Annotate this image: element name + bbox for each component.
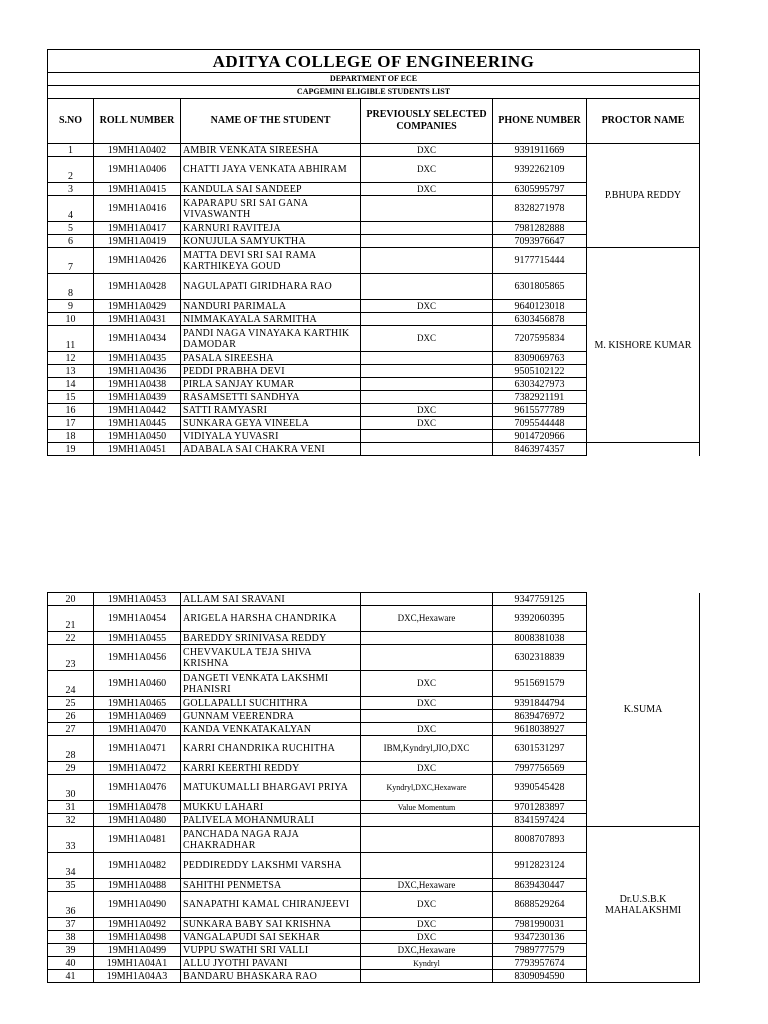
- cell-name: BANDARU BHASKARA RAO: [181, 970, 361, 983]
- cell-company: DXC: [361, 892, 493, 918]
- cell-phone: 8688529264: [493, 892, 587, 918]
- cell-sno: 34: [48, 853, 94, 879]
- cell-roll: 19MH1A0439: [94, 391, 181, 404]
- cell-name: VUPPU SWATHI SRI VALLI: [181, 944, 361, 957]
- cell-sno: 9: [48, 300, 94, 313]
- cell-sno: 28: [48, 736, 94, 762]
- cell-company: [361, 430, 493, 443]
- cell-company: DXC: [361, 157, 493, 183]
- cell-roll: 19MH1A0480: [94, 814, 181, 827]
- cell-company: [361, 222, 493, 235]
- cell-name: SUNKARA BABY SAI KRISHNA: [181, 918, 361, 931]
- cell-phone: 7093976647: [493, 235, 587, 248]
- cell-phone: 8463974357: [493, 443, 587, 456]
- table-row: [48, 593, 700, 606]
- col-sno: S.NO: [48, 99, 94, 144]
- college-title: ADITYA COLLEGE OF ENGINEERING: [48, 50, 700, 73]
- cell-company: DXC,Hexaware: [361, 879, 493, 892]
- cell-company: DXC: [361, 183, 493, 196]
- cell-roll: 19MH1A0453: [94, 593, 181, 606]
- cell-name: SATTI RAMYASRI: [181, 404, 361, 417]
- cell-roll: 19MH1A0470: [94, 723, 181, 736]
- cell-sno: 41: [48, 970, 94, 983]
- cell-sno: 37: [48, 918, 94, 931]
- cell-name: KARRI CHANDRIKA RUCHITHA: [181, 736, 361, 762]
- cell-roll: 19MH1A0426: [94, 248, 181, 274]
- cell-sno: 40: [48, 957, 94, 970]
- col-roll: ROLL NUMBER: [94, 99, 181, 144]
- cell-name: NAGULAPATI GIRIDHARA RAO: [181, 274, 361, 300]
- cell-roll: 19MH1A0498: [94, 931, 181, 944]
- cell-name: GOLLAPALLI SUCHITHRA: [181, 697, 361, 710]
- cell-company: [361, 365, 493, 378]
- cell-roll: 19MH1A0455: [94, 632, 181, 645]
- cell-name: KANDA VENKATAKALYAN: [181, 723, 361, 736]
- cell-sno: 10: [48, 313, 94, 326]
- cell-sno: 11: [48, 326, 94, 352]
- cell-roll: 19MH1A0451: [94, 443, 181, 456]
- cell-name: CHEVVAKULA TEJA SHIVA KRISHNA: [181, 645, 361, 671]
- cell-sno: 2: [48, 157, 94, 183]
- cell-company: IBM,Kyndryl,JIO,DXC: [361, 736, 493, 762]
- cell-sno: 32: [48, 814, 94, 827]
- cell-roll: 19MH1A0429: [94, 300, 181, 313]
- cell-phone: 9618038927: [493, 723, 587, 736]
- cell-sno: 27: [48, 723, 94, 736]
- cell-sno: 35: [48, 879, 94, 892]
- cell-company: [361, 313, 493, 326]
- cell-company: DXC: [361, 404, 493, 417]
- cell-company: DXC: [361, 697, 493, 710]
- cell-sno: 16: [48, 404, 94, 417]
- cell-roll: 19MH1A04A3: [94, 970, 181, 983]
- cell-phone: 7997756569: [493, 762, 587, 775]
- cell-phone: 6302318839: [493, 645, 587, 671]
- cell-roll: 19MH1A0436: [94, 365, 181, 378]
- cell-sno: 39: [48, 944, 94, 957]
- cell-roll: 19MH1A0492: [94, 918, 181, 931]
- cell-roll: 19MH1A0478: [94, 801, 181, 814]
- cell-company: [361, 235, 493, 248]
- cell-company: [361, 378, 493, 391]
- cell-company: DXC,Hexaware: [361, 606, 493, 632]
- cell-company: DXC: [361, 918, 493, 931]
- cell-sno: 22: [48, 632, 94, 645]
- cell-roll: 19MH1A0471: [94, 736, 181, 762]
- cell-name: MUKKU LAHARI: [181, 801, 361, 814]
- cell-sno: 6: [48, 235, 94, 248]
- cell-name: NANDURI PARIMALA: [181, 300, 361, 313]
- cell-phone: 9701283897: [493, 801, 587, 814]
- cell-name: BAREDDY SRINIVASA REDDY: [181, 632, 361, 645]
- cell-sno: 15: [48, 391, 94, 404]
- cell-phone: 6303427973: [493, 378, 587, 391]
- cell-name: KONUJULA SAMYUKTHA: [181, 235, 361, 248]
- cell-company: DXC: [361, 931, 493, 944]
- list-title: CAPGEMINI ELIGIBLE STUDENTS LIST: [48, 86, 700, 99]
- cell-name: PEDDIREDDY LAKSHMI VARSHA: [181, 853, 361, 879]
- cell-company: Kyndryl,DXC,Hexaware: [361, 775, 493, 801]
- cell-phone: 9390545428: [493, 775, 587, 801]
- cell-roll: 19MH1A0435: [94, 352, 181, 365]
- cell-name: VIDIYALA YUVASRI: [181, 430, 361, 443]
- cell-company: DXC: [361, 144, 493, 157]
- cell-company: DXC: [361, 723, 493, 736]
- cell-sno: 25: [48, 697, 94, 710]
- cell-sno: 8: [48, 274, 94, 300]
- cell-name: PASALA SIREESHA: [181, 352, 361, 365]
- cell-phone: 8008707893: [493, 827, 587, 853]
- cell-roll: 19MH1A0499: [94, 944, 181, 957]
- cell-roll: 19MH1A0406: [94, 157, 181, 183]
- cell-company: [361, 196, 493, 222]
- cell-roll: 19MH1A0454: [94, 606, 181, 632]
- cell-roll: 19MH1A0438: [94, 378, 181, 391]
- cell-sno: 12: [48, 352, 94, 365]
- cell-name: SUNKARA GEYA VINEELA: [181, 417, 361, 430]
- cell-phone: 6305995797: [493, 183, 587, 196]
- cell-name: GUNNAM VEERENDRA: [181, 710, 361, 723]
- cell-company: [361, 274, 493, 300]
- cell-name: ARIGELA HARSHA CHANDRIKA: [181, 606, 361, 632]
- proctor-cell: K.SUMA: [587, 593, 700, 827]
- cell-roll: 19MH1A0472: [94, 762, 181, 775]
- cell-roll: 19MH1A0415: [94, 183, 181, 196]
- cell-sno: 24: [48, 671, 94, 697]
- col-name: NAME OF THE STUDENT: [181, 99, 361, 144]
- cell-phone: 9505102122: [493, 365, 587, 378]
- cell-sno: 20: [48, 593, 94, 606]
- empty-cell: [587, 443, 700, 456]
- cell-company: DXC: [361, 417, 493, 430]
- cell-roll: 19MH1A0450: [94, 430, 181, 443]
- cell-roll: 19MH1A0445: [94, 417, 181, 430]
- cell-sno: 14: [48, 378, 94, 391]
- cell-name: SAHITHI PENMETSA: [181, 879, 361, 892]
- cell-sno: 36: [48, 892, 94, 918]
- cell-name: PIRLA SANJAY KUMAR: [181, 378, 361, 391]
- cell-sno: 4: [48, 196, 94, 222]
- cell-company: DXC,Hexaware: [361, 944, 493, 957]
- cell-roll: 19MH1A0456: [94, 645, 181, 671]
- cell-roll: 19MH1A0460: [94, 671, 181, 697]
- cell-sno: 5: [48, 222, 94, 235]
- cell-company: DXC: [361, 300, 493, 313]
- cell-phone: 7382921191: [493, 391, 587, 404]
- cell-name: KARRI KEERTHI REDDY: [181, 762, 361, 775]
- cell-sno: 18: [48, 430, 94, 443]
- cell-sno: 33: [48, 827, 94, 853]
- cell-name: PANDI NAGA VINAYAKA KARTHIK DAMODAR: [181, 326, 361, 352]
- cell-phone: 9515691579: [493, 671, 587, 697]
- col-proctor: PROCTOR NAME: [587, 99, 700, 144]
- column-header-row: [48, 99, 700, 144]
- cell-phone: 7989777579: [493, 944, 587, 957]
- cell-phone: 8309094590: [493, 970, 587, 983]
- cell-phone: 9347759125: [493, 593, 587, 606]
- cell-name: PANCHADA NAGA RAJA CHAKRADHAR: [181, 827, 361, 853]
- cell-company: DXC: [361, 762, 493, 775]
- cell-roll: 19MH1A0402: [94, 144, 181, 157]
- cell-phone: 8639476972: [493, 710, 587, 723]
- cell-phone: 7207595834: [493, 326, 587, 352]
- cell-roll: 19MH1A0465: [94, 697, 181, 710]
- cell-phone: 9014720966: [493, 430, 587, 443]
- cell-name: ALLU JYOTHI PAVANI: [181, 957, 361, 970]
- table-row: [48, 144, 700, 157]
- cell-name: NIMMAKAYALA SARMITHA: [181, 313, 361, 326]
- cell-name: RASAMSETTI SANDHYA: [181, 391, 361, 404]
- cell-roll: 19MH1A0442: [94, 404, 181, 417]
- cell-sno: 23: [48, 645, 94, 671]
- cell-company: [361, 827, 493, 853]
- cell-roll: 19MH1A0481: [94, 827, 181, 853]
- students-table-part-2: [47, 592, 700, 983]
- cell-phone: 9912823124: [493, 853, 587, 879]
- cell-roll: 19MH1A0416: [94, 196, 181, 222]
- cell-roll: 19MH1A0469: [94, 710, 181, 723]
- cell-roll: 19MH1A0488: [94, 879, 181, 892]
- cell-sno: 3: [48, 183, 94, 196]
- cell-company: [361, 853, 493, 879]
- cell-phone: 7981990031: [493, 918, 587, 931]
- cell-company: [361, 814, 493, 827]
- cell-sno: 21: [48, 606, 94, 632]
- students-table-part-1: [47, 49, 700, 456]
- cell-sno: 1: [48, 144, 94, 157]
- cell-company: DXC: [361, 326, 493, 352]
- cell-company: [361, 391, 493, 404]
- cell-name: PALIVELA MOHANMURALI: [181, 814, 361, 827]
- cell-name: KARNURI RAVITEJA: [181, 222, 361, 235]
- cell-phone: 6301531297: [493, 736, 587, 762]
- proctor-cell: P.BHUPA REDDY: [587, 144, 700, 248]
- cell-roll: 19MH1A0482: [94, 853, 181, 879]
- cell-name: SANAPATHI KAMAL CHIRANJEEVI: [181, 892, 361, 918]
- cell-name: VANGALAPUDI SAI SEKHAR: [181, 931, 361, 944]
- cell-phone: 9391844794: [493, 697, 587, 710]
- cell-roll: 19MH1A0490: [94, 892, 181, 918]
- cell-company: [361, 593, 493, 606]
- cell-roll: 19MH1A0434: [94, 326, 181, 352]
- cell-name: PEDDI PRABHA DEVI: [181, 365, 361, 378]
- cell-name: CHATTI JAYA VENKATA ABHIRAM: [181, 157, 361, 183]
- cell-name: DANGETI VENKATA LAKSHMI PHANISRI: [181, 671, 361, 697]
- cell-phone: 8008381038: [493, 632, 587, 645]
- cell-phone: 7981282888: [493, 222, 587, 235]
- proctor-cell: M. KISHORE KUMAR: [587, 248, 700, 443]
- cell-sno: 31: [48, 801, 94, 814]
- cell-name: ALLAM SAI SRAVANI: [181, 593, 361, 606]
- cell-company: [361, 645, 493, 671]
- cell-company: [361, 632, 493, 645]
- cell-phone: 7095544448: [493, 417, 587, 430]
- cell-phone: 8328271978: [493, 196, 587, 222]
- cell-phone: 8341597424: [493, 814, 587, 827]
- proctor-cell: Dr.U.S.B.K MAHALAKSHMI: [587, 827, 700, 983]
- cell-name: MATUKUMALLI BHARGAVI PRIYA: [181, 775, 361, 801]
- cell-sno: 13: [48, 365, 94, 378]
- cell-phone: 9615577789: [493, 404, 587, 417]
- cell-company: [361, 352, 493, 365]
- col-phone: PHONE NUMBER: [493, 99, 587, 144]
- cell-roll: 19MH1A04A1: [94, 957, 181, 970]
- cell-sno: 29: [48, 762, 94, 775]
- cell-company: [361, 248, 493, 274]
- cell-company: [361, 710, 493, 723]
- cell-sno: 19: [48, 443, 94, 456]
- cell-phone: 9640123018: [493, 300, 587, 313]
- cell-sno: 17: [48, 417, 94, 430]
- table-row: [48, 443, 700, 456]
- table-row: [48, 248, 700, 274]
- cell-roll: 19MH1A0431: [94, 313, 181, 326]
- cell-sno: 7: [48, 248, 94, 274]
- cell-phone: 9392262109: [493, 157, 587, 183]
- cell-sno: 38: [48, 931, 94, 944]
- cell-name: MATTA DEVI SRI SAI RAMA KARTHIKEYA GOUD: [181, 248, 361, 274]
- cell-name: KAPARAPU SRI SAI GANA VIVASWANTH: [181, 196, 361, 222]
- cell-phone: 9347230136: [493, 931, 587, 944]
- cell-phone: 9177715444: [493, 248, 587, 274]
- department-label: DEPARTMENT OF ECE: [48, 73, 700, 86]
- cell-phone: 9392060395: [493, 606, 587, 632]
- cell-company: [361, 443, 493, 456]
- cell-phone: 7793957674: [493, 957, 587, 970]
- cell-name: KANDULA SAI SANDEEP: [181, 183, 361, 196]
- cell-company: Kyndryl: [361, 957, 493, 970]
- cell-roll: 19MH1A0476: [94, 775, 181, 801]
- cell-phone: 8309069763: [493, 352, 587, 365]
- cell-company: [361, 970, 493, 983]
- cell-phone: 9391911669: [493, 144, 587, 157]
- cell-name: AMBIR VENKATA SIREESHA: [181, 144, 361, 157]
- cell-phone: 6303456878: [493, 313, 587, 326]
- cell-sno: 30: [48, 775, 94, 801]
- table-row: [48, 827, 700, 853]
- cell-company: Value Momentum: [361, 801, 493, 814]
- cell-phone: 8639430447: [493, 879, 587, 892]
- cell-company: DXC: [361, 671, 493, 697]
- cell-name: ADABALA SAI CHAKRA VENI: [181, 443, 361, 456]
- cell-roll: 19MH1A0417: [94, 222, 181, 235]
- cell-roll: 19MH1A0428: [94, 274, 181, 300]
- cell-phone: 6301805865: [493, 274, 587, 300]
- cell-sno: 26: [48, 710, 94, 723]
- cell-roll: 19MH1A0419: [94, 235, 181, 248]
- col-companies: PREVIOUSLY SELECTED COMPANIES: [361, 99, 493, 144]
